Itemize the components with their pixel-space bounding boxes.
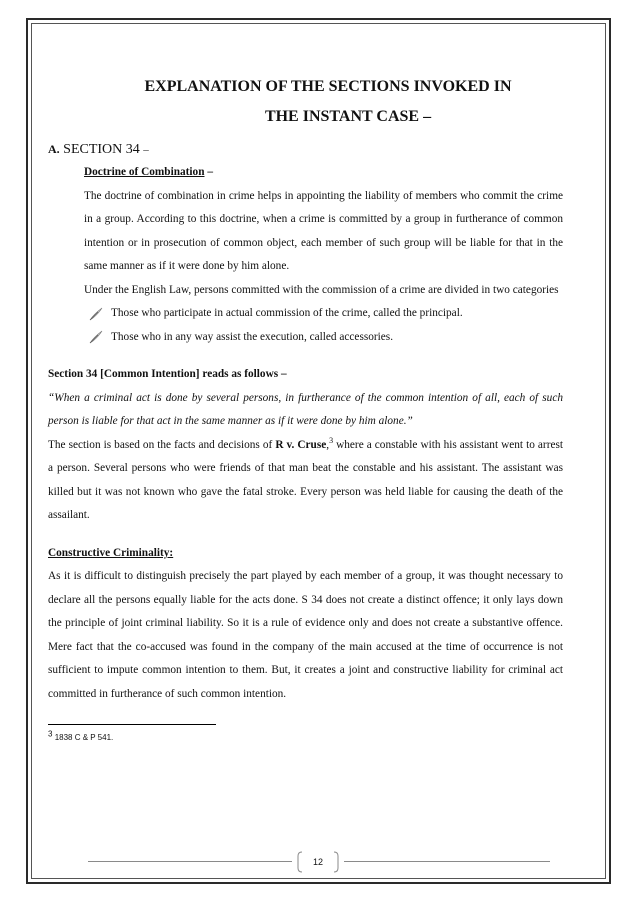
title-line-2: THE INSTANT CASE – [264,108,432,125]
page-number-box [296,851,340,873]
doctrine-heading-dash: – [207,166,213,178]
section-34-block [48,363,563,745]
footnote [48,731,563,745]
bullet-item [48,326,563,350]
doctrine-paragraph: The doctrine of combination in crime helps in appointing the liability of members who commit the crime in a group. According to this doctrine, when a crime is committed by a group in furtherance of common intention or in prosecution of common object, each member of such group will be liable for that in the same manner as if it were done by him alone. [84,189,563,272]
bullet-text-accessories: Those who in any way assist the execution, called accessories. [111,330,394,343]
title-line-1: EXPLANATION OF THE SECTIONS INVOKED IN [144,78,512,95]
feather-quill-icon [89,307,103,321]
case-separator: , [326,438,330,451]
footer-rule-right [344,861,550,862]
constructive-paragraph: As it is difficult to distinguish precisely the part played by each member of a group, it was thought necessary to declare all the persons equally liable for the acts done. S 34 does not create a distinct offence; it only lays down the principle of joint criminal liability. So it is a rule of evidence only and does not create a substantive offence. Mere fact that the co-accused was found in the company of the main accused at the time of occurrence is not sufficient to impute common intention to them. But, it creates a joint and constructive liability for criminal act committed in furtherance of such common intention. [48,570,563,700]
bullet-text-principal: Those who participate in actual commission of the crime, called the principal. [111,307,463,319]
english-law-paragraph: Under the English Law, persons committed with the commission of a crime are divided in two categories [84,283,559,296]
section-a-marker: A. [48,142,60,156]
case-name: R v. Cruse [275,438,327,451]
doctrine-heading-text: Doctrine of Combination [84,166,205,178]
footnote-divider [48,724,216,725]
feather-quill-icon [89,330,103,344]
cruse-text-before: The section is based on the facts and decisions of [48,438,276,451]
page-content [48,72,563,745]
section-a-title: SECTION 34 [63,142,140,157]
page-number: 12 [312,857,323,867]
footnote-number: 3 [48,729,53,739]
footer-rule-left [88,861,292,862]
section-a-dash: – [143,144,149,156]
footnote-text: 1838 C & P 541. [54,733,114,742]
doctrine-heading [84,161,563,185]
footnote-ref[interactable]: 3 [329,435,334,445]
cruse-paragraph [48,434,563,528]
section-34-heading: Section 34 [Common Intention] reads as follows – [48,368,287,380]
section-34-quote: “When a criminal act is done by several persons, in furtherance of the common intention of all, each of such person is liable for that act in the same manner as if it were done by him alone.” [48,391,563,427]
bullet-item [48,302,563,326]
cruse-text-after: where a constable with his assistant went to arrest a person. Several persons who were friends of that man beat the constable and his assistant. The assistant was killed but it was not known who gave the fatal stroke. Every person was held liable for causing the death of the assailant. [48,438,563,521]
page-title [63,72,563,132]
section-a-body [63,161,563,302]
section-a-heading [48,138,563,161]
constructive-heading: Constructive Criminality: [48,546,174,559]
